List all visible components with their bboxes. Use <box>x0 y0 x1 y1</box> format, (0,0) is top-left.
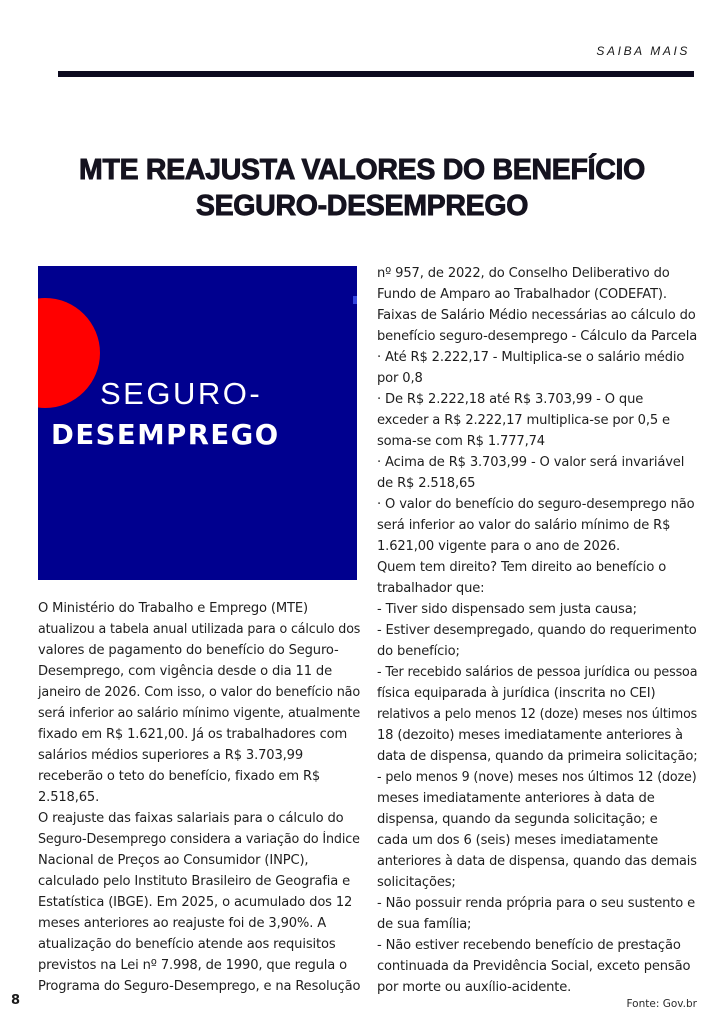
article-body-right-column <box>377 263 697 998</box>
article-body-left-column <box>38 598 360 997</box>
body-text-line: de R$ 2.518,65 <box>377 476 476 491</box>
body-text-line: janeiro de 2026. Com isso, o valor do benefício não <box>38 685 361 700</box>
body-text-line: - Não estiver recebendo benefício de prestação <box>377 938 681 953</box>
body-text-line: Programa do Seguro-Desemprego, e na Resolução <box>38 979 361 994</box>
body-text-line: calculado pelo Instituto Brasileiro de Geografia e <box>38 874 351 889</box>
article-title-line: MTE REAJUSTA VALORES DO BENEFÍCIO <box>79 154 645 186</box>
body-text-line: Desemprego, com vigência desde o dia 11 de <box>38 664 332 679</box>
body-text-line: trabalhador que: <box>377 581 485 596</box>
body-text-line: de sua família; <box>377 917 472 932</box>
body-text-line: Nacional de Preços ao Consumidor (INPC), <box>38 853 309 868</box>
body-text-line: será inferior ao salário mínimo vigente, atualmente <box>38 706 361 721</box>
body-text-line: - pelo menos 9 (nove) meses nos últimos 12 (doze) <box>377 770 697 785</box>
body-text-line: soma-se com R$ 1.777,74 <box>377 434 545 449</box>
body-text-line: - Ter recebido salários de pessoa jurídica ou pessoa <box>377 665 698 680</box>
body-text-line: valores de pagamento do benefício do Seguro- <box>38 643 339 658</box>
section-label: SAIBA MAIS <box>596 44 690 58</box>
body-text-line: solicitações; <box>377 875 456 890</box>
body-text-line: fixado em R$ 1.621,00. Já os trabalhadores com <box>38 727 348 742</box>
body-text-line: 18 (dezoito) meses imediatamente anteriores à <box>377 728 683 743</box>
hero-image <box>38 266 357 580</box>
body-text-line: · Até R$ 2.222,17 - Multiplica-se o salário médio <box>377 350 685 365</box>
image-edge-mark <box>353 296 357 304</box>
body-text-line: Quem tem direito? Tem direito ao benefício o <box>377 560 667 575</box>
body-text-line: meses anteriores ao reajuste foi de 3,90%. A <box>38 916 327 931</box>
body-text-line: por 0,8 <box>377 371 423 386</box>
hero-image-text-line1: SEGURO- <box>100 376 263 411</box>
body-text-line: atualizou a tabela anual utilizada para o cálculo dos <box>38 622 361 637</box>
body-text-line: relativos a pelo menos 12 (doze) meses nos últimos <box>377 707 698 722</box>
body-text-line: benefício seguro-desemprego - Cálculo da Parcela <box>377 329 698 344</box>
source-credit: Fonte: Gov.br <box>626 998 697 1010</box>
body-text-line: Seguro-Desemprego considera a variação do Índice <box>38 832 360 847</box>
body-text-line: meses imediatamente anteriores à data de <box>377 791 655 806</box>
body-text-line: data de dispensa, quando da primeira solicitação; <box>377 749 698 764</box>
body-text-line: continuada da Previdência Social, exceto pensão <box>377 959 691 974</box>
body-text-line: 1.621,00 vigente para o ano de 2026. <box>377 539 621 554</box>
body-text-line: - Tiver sido dispensado sem justa causa; <box>377 602 637 617</box>
body-text-line: - Estiver desempregado, quando do requerimento <box>377 623 697 638</box>
body-text-line: do benefício; <box>377 644 460 659</box>
body-text-line: será inferior ao valor do salário mínimo de R$ <box>377 518 671 533</box>
body-text-line: 2.518,65. <box>38 790 100 805</box>
body-text-line: atualização do benefício atende aos requisitos <box>38 937 336 952</box>
body-text-line: Fundo de Amparo ao Trabalhador (CODEFAT). <box>377 287 667 302</box>
body-text-line: previstos na Lei nº 7.998, de 1990, que regula o <box>38 958 348 973</box>
body-text-line: · De R$ 2.222,18 até R$ 3.703,99 - O que <box>377 392 644 407</box>
red-circle-graphic <box>38 298 100 408</box>
body-text-line: exceder a R$ 2.222,17 multiplica-se por 0,5 e <box>377 413 670 428</box>
body-text-line: O reajuste das faixas salariais para o cálculo do <box>38 811 344 826</box>
body-text-line: anteriores à data de dispensa, quando das demais <box>377 854 697 869</box>
body-text-line: Faixas de Salário Médio necessárias ao cálculo do <box>377 308 696 323</box>
hero-image-text-line2: DESEMPREGO <box>51 419 280 451</box>
body-text-line: salários médios superiores a R$ 3.703,99 <box>38 748 304 763</box>
header-divider <box>58 71 694 77</box>
body-text-line: por morte ou auxílio-acidente. <box>377 980 572 995</box>
article-title-line: SEGURO-DESEMPREGO <box>195 190 529 222</box>
body-text-line: - Não possuir renda própria para o seu sustento e <box>377 896 696 911</box>
article-title <box>0 152 724 224</box>
page-number: 8 <box>11 993 21 1008</box>
body-text-line: · O valor do benefício do seguro-desemprego não <box>377 497 695 512</box>
body-text-line: O Ministério do Trabalho e Emprego (MTE) <box>38 601 308 616</box>
body-text-line: receberão o teto do benefício, fixado em R$ <box>38 769 321 784</box>
body-text-line: dispensa, quando da segunda solicitação; e <box>377 812 658 827</box>
body-text-line: Estatística (IBGE). Em 2025, o acumulado dos 12 <box>38 895 353 910</box>
body-text-line: cada um dos 6 (seis) meses imediatamente <box>377 833 659 848</box>
body-text-line: física equiparada à jurídica (inscrita no CEI) <box>377 686 656 701</box>
body-text-line: nº 957, de 2022, do Conselho Deliberativo do <box>377 266 670 281</box>
body-text-line: · Acima de R$ 3.703,99 - O valor será invariável <box>377 455 685 470</box>
